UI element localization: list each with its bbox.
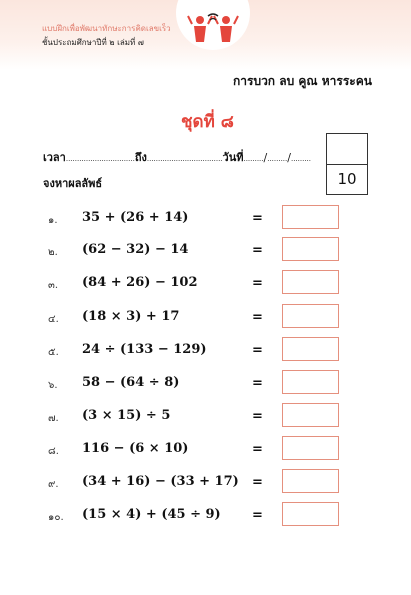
problem-number: ๘. bbox=[48, 446, 59, 457]
answer-box[interactable] bbox=[282, 370, 339, 394]
problem-number: ๗. bbox=[48, 413, 59, 424]
topic-title: การบวก ลบ คูณ หารระคน bbox=[233, 74, 372, 88]
problem-expression: (84 + 26) − 102 bbox=[82, 275, 198, 290]
date-label: วันที่ bbox=[222, 151, 244, 164]
problem-number: ๖. bbox=[48, 380, 58, 391]
problem-row bbox=[0, 370, 411, 400]
answer-box[interactable] bbox=[282, 270, 339, 294]
answer-box[interactable] bbox=[282, 237, 339, 261]
answer-box[interactable] bbox=[282, 502, 339, 526]
score-divider bbox=[327, 164, 367, 165]
problem-expression: 116 − (6 × 10) bbox=[82, 441, 189, 456]
answer-box[interactable] bbox=[282, 469, 339, 493]
answer-box[interactable] bbox=[282, 403, 339, 427]
problem-row bbox=[0, 237, 411, 267]
problem-expression: 58 − (64 ÷ 8) bbox=[82, 375, 180, 390]
time-label: เวลา bbox=[43, 151, 66, 164]
equals-sign: = bbox=[252, 442, 263, 457]
problem-row bbox=[0, 337, 411, 367]
score-box bbox=[326, 133, 368, 195]
problem-number: ๔. bbox=[48, 314, 59, 325]
problem-number: ๒. bbox=[48, 247, 58, 258]
day-blank: ......... bbox=[243, 155, 264, 163]
series-title: แบบฝึกเพื่อพัฒนาทักษะการคิดเลขเร็ว bbox=[42, 24, 171, 33]
month-blank: ......... bbox=[267, 155, 288, 163]
problem-row bbox=[0, 403, 411, 433]
problem-expression: (34 + 16) − (33 + 17) bbox=[82, 474, 239, 489]
equals-sign: = bbox=[252, 409, 263, 424]
problem-row bbox=[0, 304, 411, 334]
equals-sign: = bbox=[252, 243, 263, 258]
score-total: 10 bbox=[337, 170, 357, 188]
children-logo-icon bbox=[186, 12, 240, 48]
problem-number: ๕. bbox=[48, 347, 59, 358]
equals-sign: = bbox=[252, 310, 263, 325]
equals-sign: = bbox=[252, 343, 263, 358]
to-blank: .................................. bbox=[146, 155, 223, 163]
answer-box[interactable] bbox=[282, 436, 339, 460]
equals-sign: = bbox=[252, 376, 263, 391]
problem-row bbox=[0, 469, 411, 499]
problem-row bbox=[0, 502, 411, 532]
problem-number: ๙. bbox=[48, 479, 59, 490]
to-label: ถึง bbox=[134, 151, 147, 164]
problem-expression: (18 × 3) + 17 bbox=[82, 309, 180, 324]
date-separator: / bbox=[287, 151, 291, 164]
problem-expression: (62 − 32) − 14 bbox=[82, 242, 189, 257]
equals-sign: = bbox=[252, 276, 263, 291]
problem-expression: 24 ÷ (133 − 129) bbox=[82, 342, 207, 357]
time-row bbox=[43, 148, 311, 166]
instruction: จงหาผลลัพธ์ bbox=[43, 177, 103, 190]
problem-expression: (3 × 15) ÷ 5 bbox=[82, 408, 171, 423]
problem-row bbox=[0, 270, 411, 300]
equals-sign: = bbox=[252, 475, 263, 490]
year-blank: ......... bbox=[290, 155, 312, 163]
problem-number: ๑๐. bbox=[48, 512, 64, 523]
problem-expression: (15 × 4) + (45 ÷ 9) bbox=[82, 507, 221, 522]
set-title: ชุดที่ ๘ bbox=[181, 112, 234, 132]
problem-number: ๓. bbox=[48, 280, 59, 291]
answer-box[interactable] bbox=[282, 304, 339, 328]
problem-expression: 35 + (26 + 14) bbox=[82, 210, 189, 225]
answer-box[interactable] bbox=[282, 205, 339, 229]
equals-sign: = bbox=[252, 211, 263, 226]
date-separator: / bbox=[263, 151, 268, 164]
problem-row bbox=[0, 436, 411, 466]
answer-box[interactable] bbox=[282, 337, 339, 361]
problem-number: ๑. bbox=[48, 215, 58, 226]
grade-line: ชั้นประถมศึกษาปีที่ ๒ เล่มที่ ๗ bbox=[42, 38, 144, 47]
problem-row bbox=[0, 205, 411, 235]
equals-sign: = bbox=[252, 508, 263, 523]
time-blank: ............................... bbox=[65, 155, 135, 163]
